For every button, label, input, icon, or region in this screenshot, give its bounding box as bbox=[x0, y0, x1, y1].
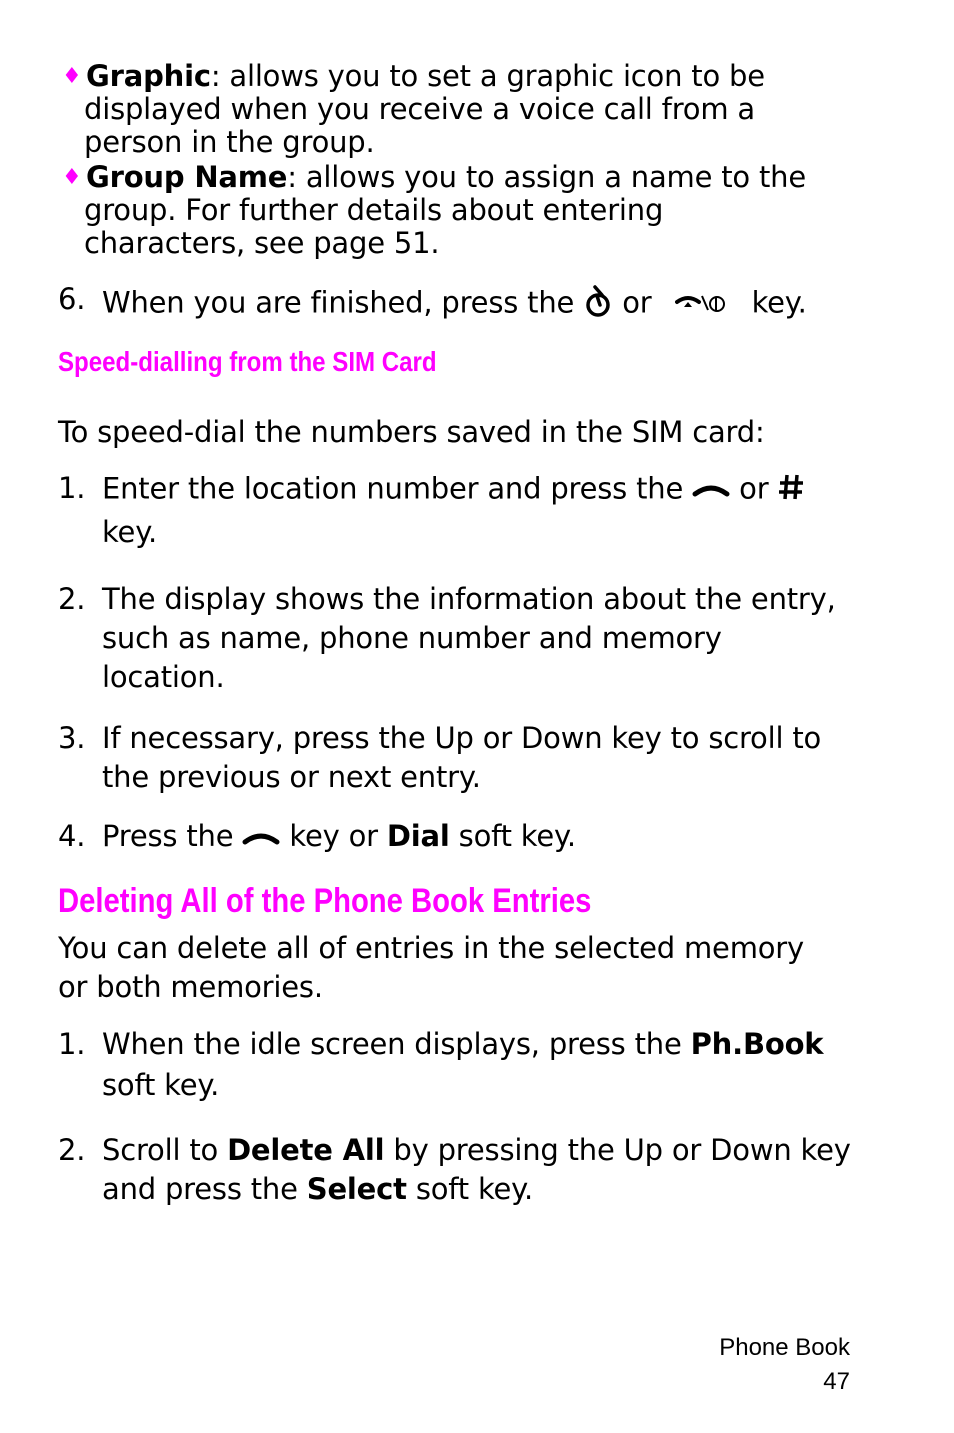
send-call-key-icon bbox=[242, 822, 280, 855]
step-text: or bbox=[622, 285, 652, 320]
step-text-line: location. bbox=[102, 660, 225, 694]
step-text-line: If necessary, press the Up or Down key to scroll to bbox=[102, 721, 822, 755]
step-text: key. bbox=[751, 285, 807, 320]
step-text: or bbox=[739, 471, 769, 506]
intro-line: You can delete all of entries in the selected memory bbox=[58, 931, 804, 965]
step-3 bbox=[58, 719, 888, 797]
page-footer bbox=[719, 1331, 850, 1399]
intro-line: or both memories. bbox=[58, 970, 323, 1004]
step-text: When the idle screen displays, press the bbox=[102, 1027, 682, 1061]
chapter-name: Phone Book bbox=[719, 1334, 850, 1361]
phbook-softkey-label: Ph.Book bbox=[690, 1027, 824, 1061]
step-1 bbox=[58, 1024, 888, 1106]
step-number: 2. bbox=[58, 1133, 86, 1167]
send-call-key-icon bbox=[692, 474, 730, 507]
step-text: and press the bbox=[102, 1172, 298, 1206]
step-number: 6. bbox=[58, 282, 86, 316]
step-4 bbox=[58, 820, 888, 855]
step-text-line: such as name, phone number and memory bbox=[102, 621, 722, 655]
step-text-line: soft key. bbox=[102, 1068, 220, 1102]
step-1 bbox=[58, 472, 888, 549]
dial-softkey-label: Dial bbox=[386, 819, 450, 853]
step-number: 1. bbox=[58, 1027, 86, 1061]
bullet-text-line: characters, see page 51. bbox=[84, 226, 440, 260]
step-2 bbox=[58, 1131, 918, 1209]
step-text: by pressing the Up or Down key bbox=[393, 1133, 851, 1167]
bullet-graphic bbox=[62, 60, 862, 159]
step-text: Enter the location number and press the bbox=[102, 471, 684, 506]
step-number: 3. bbox=[58, 721, 86, 755]
step-text: soft key. bbox=[415, 1172, 534, 1206]
step-text: key or bbox=[289, 819, 378, 853]
section-heading: Speed-dialling from the SIM Card bbox=[58, 346, 437, 377]
diamond-bullet-icon: ♦ bbox=[62, 165, 82, 190]
section-intro bbox=[58, 929, 898, 1007]
step-text: When you are finished, press the bbox=[102, 285, 575, 320]
end-call-key-icon bbox=[675, 288, 727, 321]
step-text: soft key. bbox=[458, 819, 576, 853]
step-text-line: the previous or next entry. bbox=[102, 760, 481, 794]
step-number: 4. bbox=[58, 819, 86, 853]
bullet-group-name bbox=[62, 161, 862, 260]
step-text-line: The display shows the information about the entry, bbox=[102, 582, 836, 616]
section-intro: To speed-dial the numbers saved in the SIM card: bbox=[58, 415, 765, 449]
bullet-text-line: displayed when you receive a voice call from a bbox=[84, 92, 755, 126]
bullet-text: : allows you to assign a name to the bbox=[287, 160, 806, 194]
step-text-line: key. bbox=[102, 515, 158, 549]
section-heading: Deleting All of the Phone Book Entries bbox=[58, 882, 592, 920]
diamond-bullet-icon: ♦ bbox=[62, 64, 82, 89]
bullet-text-line: person in the group. bbox=[84, 125, 375, 159]
bullet-term: Graphic bbox=[86, 59, 211, 93]
hash-key-icon bbox=[777, 472, 805, 509]
delete-all-menu-label: Delete All bbox=[227, 1133, 385, 1167]
power-clear-key-icon bbox=[583, 283, 613, 326]
step-2 bbox=[58, 580, 888, 697]
step-text: Press the bbox=[102, 819, 234, 853]
bullet-text-line: group. For further details about entering bbox=[84, 193, 664, 227]
select-softkey-label: Select bbox=[306, 1172, 407, 1206]
bullet-term: Group Name bbox=[86, 160, 288, 194]
step-6 bbox=[58, 283, 888, 326]
step-number: 1. bbox=[58, 471, 86, 505]
bullet-text: : allows you to set a graphic icon to be bbox=[210, 59, 765, 93]
page-number: 47 bbox=[823, 1368, 850, 1395]
step-text: Scroll to bbox=[102, 1133, 219, 1167]
step-number: 2. bbox=[58, 582, 86, 616]
